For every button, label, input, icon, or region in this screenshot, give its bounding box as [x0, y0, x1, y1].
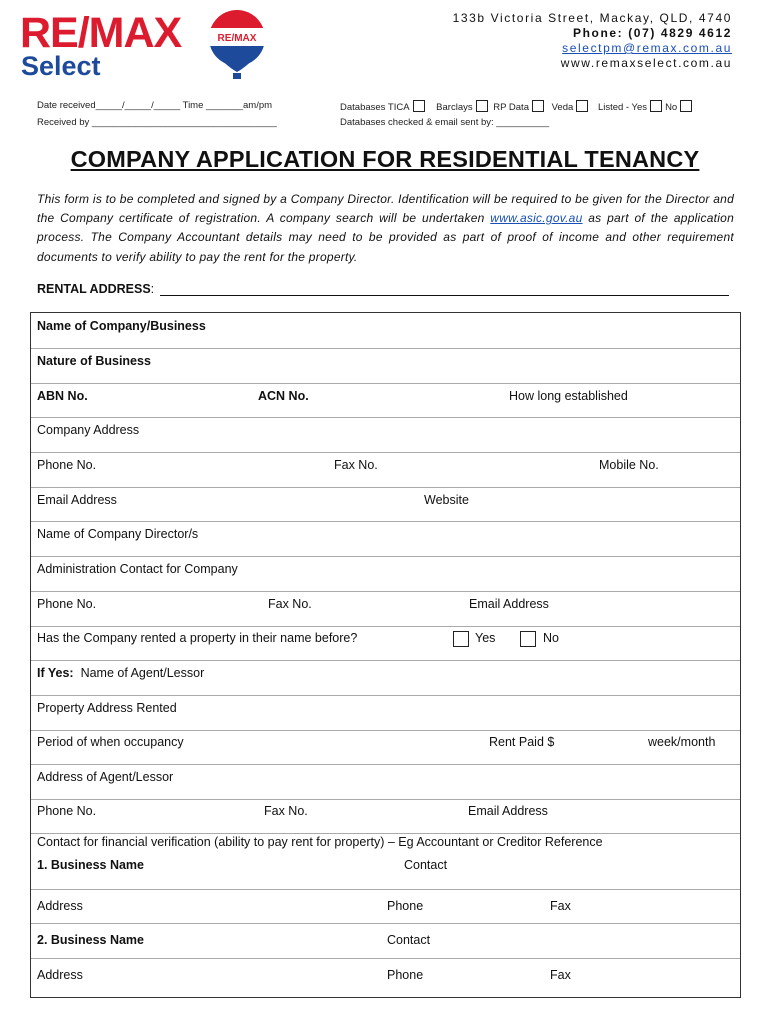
agent-name-label: Name of Agent/Lessor — [80, 666, 205, 680]
asic-link[interactable]: www.asic.gov.au — [490, 211, 583, 226]
rented-no-checkbox[interactable] — [520, 631, 536, 647]
business-2-name-field[interactable]: 2. Business Name — [37, 933, 144, 947]
company-name-field[interactable]: Name of Company/Business — [37, 319, 206, 333]
databases-checked: Databases checked & email sent by: __________ — [340, 117, 550, 128]
db-listed-yes-checkbox[interactable] — [650, 100, 662, 112]
admin-email-field[interactable]: Email Address — [469, 597, 549, 611]
how-long-established-field[interactable]: How long established — [509, 389, 628, 403]
week-month-label: week/month — [648, 735, 716, 749]
agent-email-field[interactable]: Email Address — [468, 804, 548, 818]
company-fax-field[interactable]: Fax No. — [334, 458, 378, 472]
admin-contact-field[interactable]: Administration Contact for Company — [37, 562, 238, 576]
received-by: Received by ___________________________________ — [37, 117, 277, 128]
business-1-phone-field[interactable]: Phone — [387, 899, 424, 913]
rented-no-label: No — [543, 631, 559, 645]
db-veda-label: Veda — [551, 102, 574, 113]
rented-yes-checkbox[interactable] — [453, 631, 469, 647]
agent-name-field[interactable] — [37, 666, 204, 680]
business-2-contact-field[interactable]: Contact — [387, 933, 431, 947]
company-address-field[interactable]: Company Address — [37, 423, 140, 437]
rental-address-text: RENTAL ADDRESS — [37, 282, 151, 296]
agency-contact — [453, 11, 732, 71]
acn-field[interactable]: ACN No. — [258, 389, 309, 403]
if-yes-label: If Yes: — [37, 666, 74, 680]
rented-before-question: Has the Company rented a property in their name before? — [37, 631, 358, 645]
business-1-address-field[interactable]: Address — [37, 899, 83, 913]
agency-phone: Phone: (07) 4829 4612 — [573, 26, 732, 40]
rent-paid-field[interactable]: Rent Paid $ — [489, 735, 555, 749]
db-no-label: No — [665, 102, 678, 113]
agency-email-link[interactable]: selectpm@remax.com.au — [562, 41, 732, 55]
admin-phone-field[interactable]: Phone No. — [37, 597, 97, 611]
agency-website: www.remaxselect.com.au — [560, 56, 732, 70]
business-1-name-field[interactable]: 1. Business Name — [37, 858, 144, 872]
rental-address-colon: : — [150, 282, 155, 296]
business-2-address-field[interactable]: Address — [37, 968, 83, 982]
rented-yes-label: Yes — [475, 631, 496, 645]
db-veda-checkbox[interactable] — [576, 100, 588, 112]
company-email-field[interactable]: Email Address — [37, 493, 117, 507]
company-mobile-field[interactable]: Mobile No. — [599, 458, 659, 472]
company-website-field[interactable]: Website — [424, 493, 469, 507]
application-form — [30, 312, 741, 998]
date-received: Date received_____/_____/_____ Time _______am/pm — [37, 100, 273, 111]
intro-text-1: This form is to be completed and signed by a Company Director. Identification will be required to be given for the Director and the Company certificate of registration. A company search will be undertaken — [37, 192, 734, 226]
balloon-badge-text: RE/MAX — [217, 33, 257, 44]
occupancy-period-field[interactable]: Period of when occupancy — [37, 735, 184, 749]
company-directors-field[interactable]: Name of Company Director/s — [37, 527, 199, 541]
databases-row — [340, 100, 695, 113]
db-rpdata-checkbox[interactable] — [532, 100, 544, 112]
rental-address-label — [37, 282, 154, 296]
balloon-icon — [206, 10, 268, 82]
abn-field[interactable]: ABN No. — [37, 389, 88, 403]
admin-fax-field[interactable]: Fax No. — [268, 597, 312, 611]
agent-address-field[interactable]: Address of Agent/Lessor — [37, 770, 174, 784]
logo — [20, 10, 270, 90]
business-1-fax-field[interactable]: Fax — [550, 899, 571, 913]
db-no-checkbox[interactable] — [680, 100, 692, 112]
logo-select: Select — [21, 51, 101, 81]
db-tica-label: Databases TICA — [340, 102, 410, 113]
db-barclays-label: Barclays — [436, 102, 473, 113]
logo-remax: RE/MAX — [20, 9, 182, 57]
rental-address-field[interactable] — [160, 295, 729, 296]
business-2-fax-field[interactable]: Fax — [550, 968, 571, 982]
business-1-contact-field[interactable]: Contact — [404, 858, 448, 872]
nature-of-business-field[interactable]: Nature of Business — [37, 354, 151, 368]
page-title: COMPANY APPLICATION FOR RESIDENTIAL TENANCY — [70, 146, 700, 172]
db-listed-label: Listed - Yes — [597, 102, 648, 113]
intro-paragraph — [37, 190, 734, 267]
db-rpdata-label: RP Data — [493, 102, 529, 113]
agency-address: 133b Victoria Street, Mackay, QLD, 4740 — [452, 11, 732, 25]
db-barclays-checkbox[interactable] — [476, 100, 488, 112]
intro-text-2: as part of the application process. The Company Accountant details may need to be provided as part of proof of income and other requirement documents to verify ability to pay the rent for the property. — [37, 211, 734, 264]
agent-phone-field[interactable]: Phone No. — [37, 804, 97, 818]
agent-fax-field[interactable]: Fax No. — [264, 804, 308, 818]
property-rented-field[interactable]: Property Address Rented — [37, 701, 177, 715]
financial-verification-label: Contact for financial verification (ability to pay rent for property) – Eg Accountant or Creditor Reference — [37, 835, 603, 849]
business-2-phone-field[interactable]: Phone — [387, 968, 424, 982]
db-tica-checkbox[interactable] — [413, 100, 425, 112]
company-phone-field[interactable]: Phone No. — [37, 458, 97, 472]
